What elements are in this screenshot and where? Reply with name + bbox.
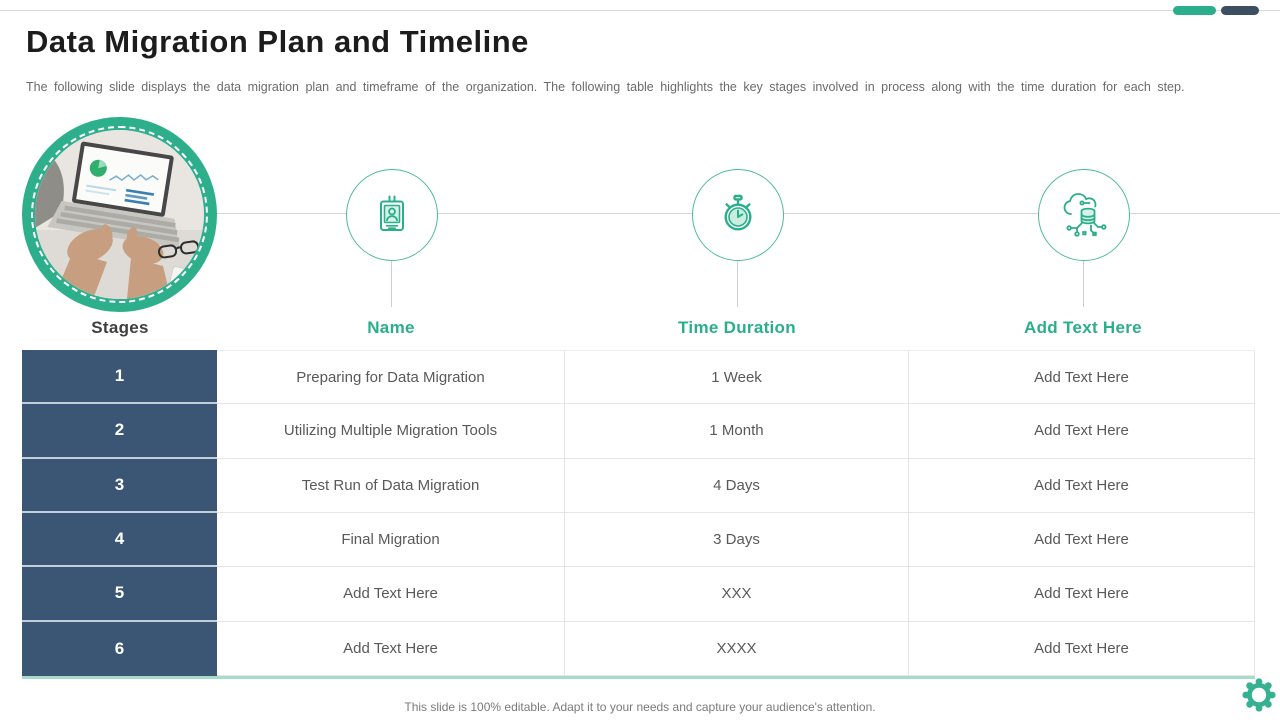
top-divider — [0, 10, 1280, 11]
timeline-node-name — [346, 169, 438, 261]
connector-line — [737, 260, 738, 307]
id-badge-icon — [368, 191, 416, 239]
stage-note: Add Text Here — [909, 404, 1255, 458]
stage-number: 6 — [22, 622, 217, 676]
stage-note: Add Text Here — [909, 513, 1255, 567]
timeline-node-note — [1038, 169, 1130, 261]
stage-name: Preparing for Data Migration — [217, 350, 565, 404]
stage-name: Final Migration — [217, 513, 565, 567]
connector-line — [1083, 260, 1084, 307]
stage-note: Add Text Here — [909, 350, 1255, 404]
footer-note: This slide is 100% editable. Adapt it to your needs and capture your audience's attention. — [404, 700, 876, 714]
settings-gear-icon — [1240, 676, 1278, 714]
column-header-name: Name — [367, 318, 415, 337]
top-right-navy-pill — [1221, 6, 1259, 15]
stages-table — [22, 350, 1255, 676]
stopwatch-icon — [714, 191, 762, 239]
table-bottom-accent — [22, 676, 1255, 679]
cloud-database-icon — [1058, 189, 1110, 241]
timeline-node-duration — [692, 169, 784, 261]
stage-duration: XXXX — [565, 622, 909, 676]
stages-photo-image — [22, 117, 217, 312]
stage-duration: 1 Month — [565, 404, 909, 458]
stage-name: Utilizing Multiple Migration Tools — [217, 404, 565, 458]
stage-duration: 1 Week — [565, 350, 909, 404]
page-title: Data Migration Plan and Timeline — [26, 24, 529, 59]
stage-number: 4 — [22, 513, 217, 567]
stage-duration: 3 Days — [565, 513, 909, 567]
connector-line — [391, 260, 392, 307]
stage-name: Add Text Here — [217, 622, 565, 676]
column-header-note: Add Text Here — [1024, 318, 1142, 337]
stage-number: 3 — [22, 459, 217, 513]
stage-note: Add Text Here — [909, 567, 1255, 621]
stage-number: 5 — [22, 567, 217, 621]
column-header-stages: Stages — [91, 318, 149, 337]
stage-name: Test Run of Data Migration — [217, 459, 565, 513]
stage-duration: XXX — [565, 567, 909, 621]
laptop-hands-photo — [35, 130, 204, 299]
stage-note: Add Text Here — [909, 622, 1255, 676]
slide-subtitle: The following slide displays the data migration plan and timeframe of the organization. The following table highlights the key stages involved in process along with the time duration for each step. — [26, 80, 1185, 94]
column-header-duration: Time Duration — [678, 318, 796, 337]
stage-note: Add Text Here — [909, 459, 1255, 513]
stage-duration: 4 Days — [565, 459, 909, 513]
stage-number: 2 — [22, 404, 217, 458]
stage-number: 1 — [22, 350, 217, 404]
top-right-teal-pill — [1173, 6, 1216, 15]
stage-name: Add Text Here — [217, 567, 565, 621]
